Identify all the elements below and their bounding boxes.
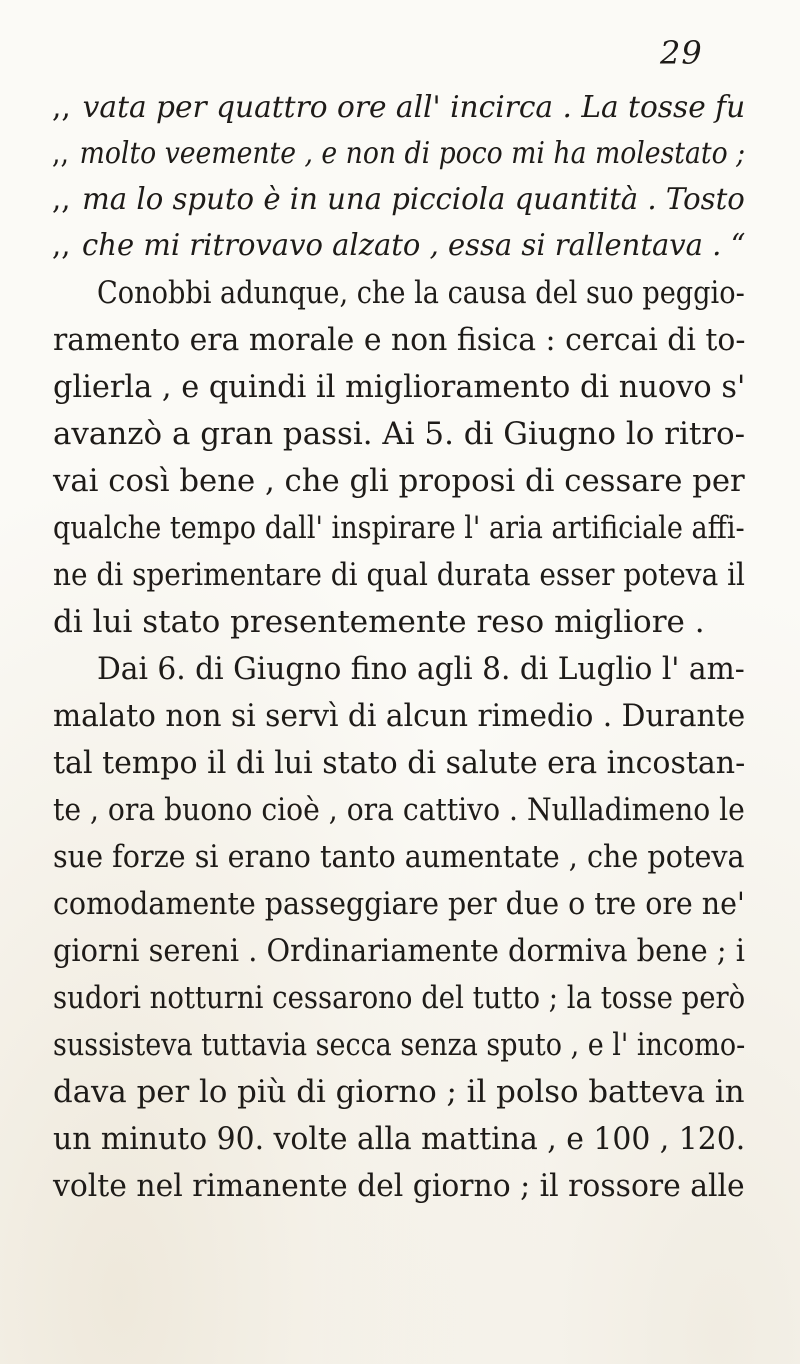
line-text: molto veemente , e non di poco mi ha molestato ;	[79, 136, 746, 171]
text-line-9: vai così bene , che gli proposi di cessare per	[53, 463, 745, 499]
text-line-6: ramento era morale e non fisica : cercai di to-	[53, 322, 746, 358]
text-line-23: un minuto 90. volte alla mattina , e 100 , 120.	[53, 1121, 746, 1157]
line-text: che mi ritrovavo alzato , essa si rallentava . “	[82, 228, 746, 263]
text-line-17: sue forze si erano tanto aumentate , che poteva	[53, 839, 745, 875]
text-line-10: qualche tempo dall' inspirare l' aria artificiale affi-	[53, 510, 745, 546]
text-line-19: giorni sereni . Ordinariamente dormiva bene ; i	[53, 933, 745, 969]
text-line-24: volte nel rimanente del giorno ; il rossore alle	[53, 1168, 745, 1204]
text-line-11: ne di sperimentare di qual durata esser poteva il	[53, 557, 745, 593]
text-line-5: Conobbi adunque, che la causa del suo peggio-	[97, 275, 745, 311]
text-line-8: avanzò a gran passi. Ai 5. di Giugno lo ritro-	[53, 416, 746, 452]
text-line-12: di lui stato presentemente reso migliore .	[53, 604, 705, 640]
text-line-16: te , ora buono cioè , ora cattivo . Nulladimeno le	[53, 792, 745, 828]
text-line-15: tal tempo il di lui stato di salute era incostan-	[53, 745, 746, 781]
quote-mark: ,,	[52, 90, 71, 125]
text-line-14: malato non si servì di alcun rimedio . Durante	[53, 698, 746, 734]
quote-mark: ,,	[52, 136, 69, 171]
text-line-13: Dai 6. di Giugno fino agli 8. di Luglio l' am-	[97, 651, 745, 687]
text-line-18: comodamente passeggiare per due o tre ore ne'	[53, 886, 745, 922]
quote-mark: ,,	[52, 182, 71, 217]
text-line-3	[52, 180, 745, 220]
text-line-7: glierla , e quindi il miglioramento di nuovo s'	[53, 369, 746, 405]
page-number: 29	[660, 34, 703, 72]
text-line-22: dava per lo più di giorno ; il polso batteva in	[53, 1074, 745, 1110]
line-text: ma lo sputo è in una picciola quantità . Tosto	[82, 182, 745, 217]
text-line-4	[52, 226, 745, 266]
quote-mark: ,,	[52, 228, 71, 263]
text-line-21: sussisteva tuttavia secca senza sputo , e l' incomo-	[53, 1027, 746, 1063]
text-line-1	[52, 88, 745, 128]
line-text: vata per quattro ore all' incirca . La tosse fu	[82, 90, 746, 125]
text-line-20: sudori notturni cessarono del tutto ; la tosse però	[53, 980, 746, 1016]
text-line-2	[52, 134, 745, 174]
